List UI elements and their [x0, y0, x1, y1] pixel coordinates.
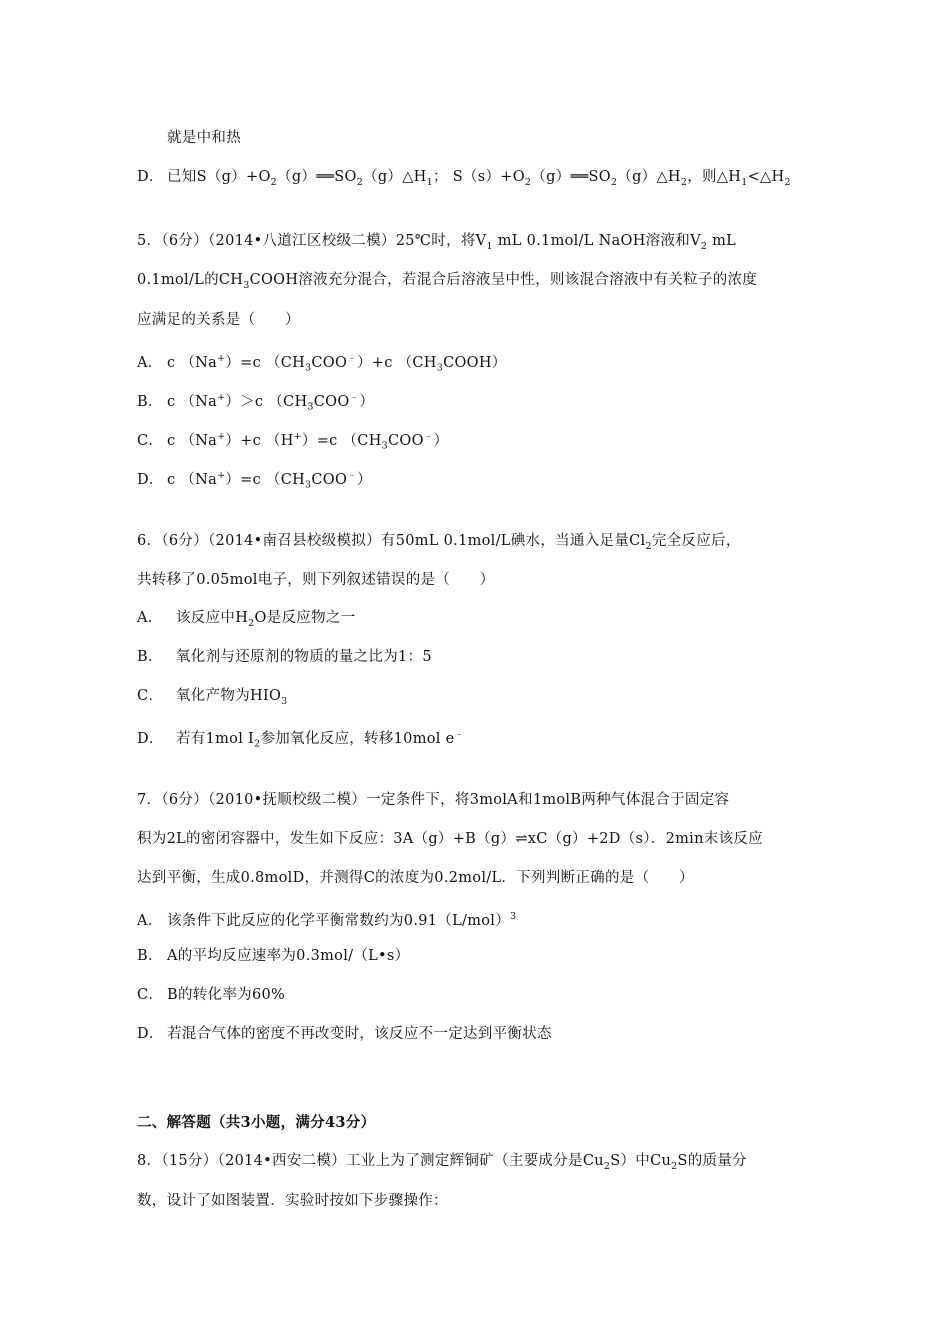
section-heading: 二、解答题（共3小题，满分43分）	[137, 1114, 376, 1131]
q5-option-d: D． c （Na+）=c $(CH_3COO^﹣)$	[137, 470, 372, 491]
q7-option-b: B． A的平均反应速率为0.3mol/（L•s）	[137, 948, 410, 964]
option-label: D．	[137, 169, 164, 185]
q8-stem-line-2: 数，设计了如图装置．实验时按如下步骤操作：	[137, 1193, 448, 1209]
q6-option-b: B． 氧化剂与还原剂的物质的量之比为1：5	[137, 649, 432, 665]
q6-option-c: C． 氧化产物为$HIO_3$	[137, 688, 288, 707]
q5-option-b: B． c （Na+）＞c $(CH_3COO^﹣)$	[137, 392, 375, 413]
q6-option-a: A． 该反应中$H_2O$是反应物之一	[137, 610, 356, 629]
q5-stem-line-3: 应满足的关系是（ ）	[137, 312, 300, 328]
q4-continuation: 就是中和热	[167, 130, 241, 146]
q5-option-c: C． c （Na+）+c （H+）=c $(CH_3COO^﹣)$	[137, 431, 449, 452]
q4-option-d: D． 已知$S(g)+O_2(g)══SO_2(g)\triangle H_1$； $S(s)+O_2(g)══SO_2(g)\triangle H_2$，则$\triangle H_1<\triangle H_2$	[137, 169, 791, 188]
q7-stem-line-1: 7．（6分）（2010•抚顺校级二模）一定条件下，将3molA和1molB两种气体混合于固定容	[137, 792, 730, 808]
q6-stem-line-2: 共转移了0.05mol电子，则下列叙述错误的是（ ）	[137, 572, 495, 588]
q7-stem-line-2: 积为2L的密闭容器中，发生如下反应：3A（g）+B（g）⇌xC（g）+2D（s）．2min末该反应	[137, 831, 763, 847]
q6-option-d: D． 若有1mol $I_2$参加氧化反应，转移10mol e﹣	[137, 729, 465, 750]
q7-stem-line-3: 达到平衡，生成0.8molD，并测得C的浓度为0.2mol/L．下列判断正确的是（ ）	[137, 870, 694, 886]
q6-stem-line-1: 6．（6分）（2014•南召县校级模拟）有50mL 0.1mol/L碘水，当通入足量$Cl_2$完全反应后，	[137, 533, 741, 552]
q5-stem-line-2: 0.1mol/L的$CH_3COOH$溶液充分混合，若混合后溶液呈中性，则该混合溶液中有关粒子的浓度	[137, 272, 758, 291]
q5-stem-line-1: 5．（6分）（2014•八道江区校级二模）25℃时，将$V_1$ mL 0.1mol/L NaOH溶液和$V_2$ mL	[137, 233, 737, 252]
q7-option-d: D． 若混合气体的密度不再改变时，该反应不一定达到平衡状态	[137, 1026, 552, 1042]
q8-stem-line-1: 8．（15分）（2014•西安二模）工业上为了测定辉铜矿（主要成分是$Cu_2S$）中$Cu_2S$的质量分	[137, 1153, 747, 1172]
q7-option-a: A． 该条件下此反应的化学平衡常数约为$0.91(L/mol)^3$	[137, 911, 517, 929]
q5-option-a: A． c （Na+）=c $(CH_3COO^﹣)+c$ $(CH_3COOH)$	[137, 353, 507, 374]
q7-option-c: C． B的转化率为60%	[137, 987, 286, 1003]
